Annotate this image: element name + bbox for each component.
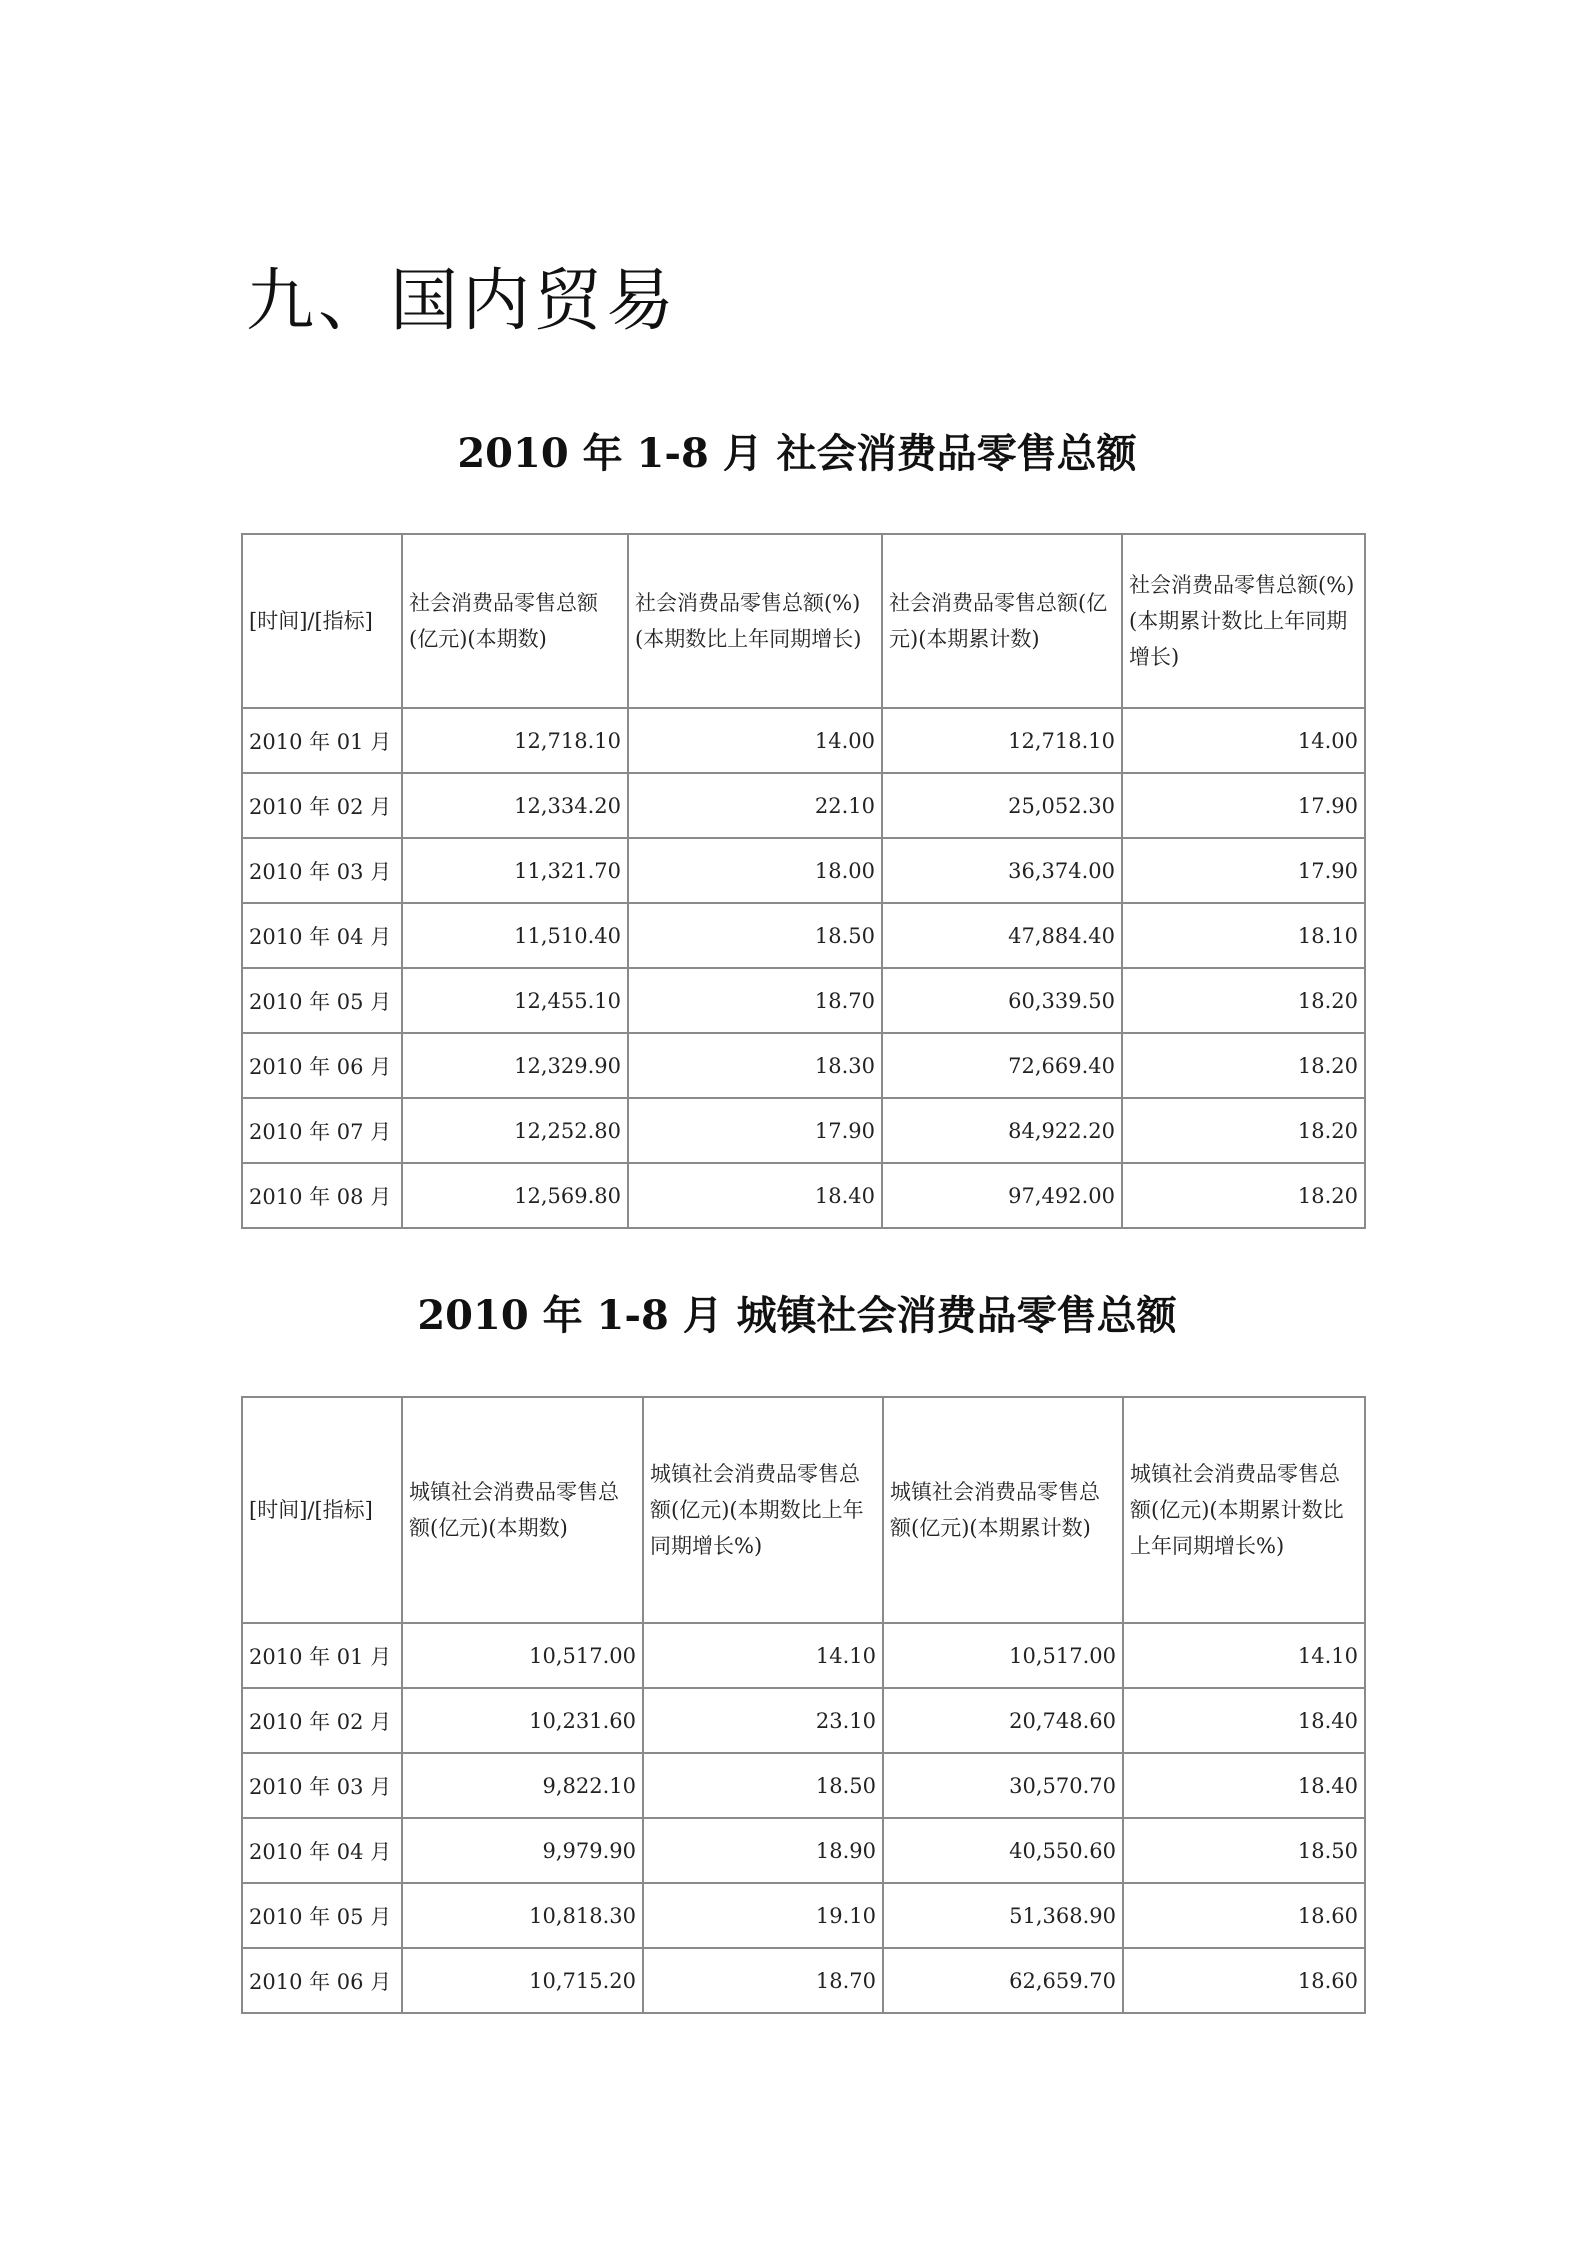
- cell-current: 12,334.20: [402, 773, 628, 838]
- cell-current: 11,510.40: [402, 903, 628, 968]
- cell-cumulative: 47,884.40: [882, 903, 1122, 968]
- cell-current-growth: 18.40: [628, 1163, 882, 1228]
- cell-period: 2010 年 07 月: [242, 1098, 402, 1163]
- cell-current: 12,455.10: [402, 968, 628, 1033]
- cell-current: 10,818.30: [402, 1883, 643, 1948]
- table-row: [242, 1163, 1365, 1228]
- cell-cumulative: 10,517.00: [883, 1623, 1123, 1688]
- cell-current-growth: 23.10: [643, 1688, 883, 1753]
- header-cell-current-growth: 城镇社会消费品零售总额(亿元)(本期数比上年同期增长%): [643, 1397, 883, 1623]
- cell-cumulative-growth: 17.90: [1122, 838, 1365, 903]
- cell-cumulative-growth: 18.60: [1123, 1883, 1365, 1948]
- cell-period: 2010 年 06 月: [242, 1033, 402, 1098]
- header-cell-current-growth: 社会消费品零售总额(%)(本期数比上年同期增长): [628, 534, 882, 708]
- header-cell-cumulative-growth: 城镇社会消费品零售总额(亿元)(本期累计数比上年同期增长%): [1123, 1397, 1365, 1623]
- cell-current-growth: 14.10: [643, 1623, 883, 1688]
- table-row: [242, 1098, 1365, 1163]
- cell-cumulative-growth: 18.60: [1123, 1948, 1365, 2013]
- header-cell-current: 社会消费品零售总额(亿元)(本期数): [402, 534, 628, 708]
- cell-current: 10,517.00: [402, 1623, 643, 1688]
- cell-current: 11,321.70: [402, 838, 628, 903]
- table1-title: 2010 年 1-8 月 社会消费品零售总额: [457, 430, 1137, 477]
- cell-current-growth: 18.00: [628, 838, 882, 903]
- cell-period: 2010 年 03 月: [242, 1753, 402, 1818]
- cell-cumulative-growth: 18.20: [1122, 1098, 1365, 1163]
- table-row: [242, 903, 1365, 968]
- cell-current-growth: 18.90: [643, 1818, 883, 1883]
- header-cell-cumulative: 城镇社会消费品零售总额(亿元)(本期累计数): [883, 1397, 1123, 1623]
- cell-cumulative-growth: 18.40: [1123, 1753, 1365, 1818]
- cell-current-growth: 18.30: [628, 1033, 882, 1098]
- cell-current-growth: 19.10: [643, 1883, 883, 1948]
- cell-current: 12,329.90: [402, 1033, 628, 1098]
- cell-period: 2010 年 04 月: [242, 1818, 402, 1883]
- header-cell-cumulative: 社会消费品零售总额(亿元)(本期累计数): [882, 534, 1122, 708]
- cell-current: 10,715.20: [402, 1948, 643, 2013]
- table-row: [242, 708, 1365, 773]
- cell-period: 2010 年 05 月: [242, 1883, 402, 1948]
- cell-current: 9,979.90: [402, 1818, 643, 1883]
- cell-period: 2010 年 04 月: [242, 903, 402, 968]
- cell-current: 12,252.80: [402, 1098, 628, 1163]
- urban-retail-sales-table: [241, 1396, 1366, 2014]
- cell-cumulative: 51,368.90: [883, 1883, 1123, 1948]
- cell-cumulative: 36,374.00: [882, 838, 1122, 903]
- table-row: [242, 968, 1365, 1033]
- cell-cumulative: 72,669.40: [882, 1033, 1122, 1098]
- cell-period: 2010 年 03 月: [242, 838, 402, 903]
- table-row: [242, 1753, 1365, 1818]
- cell-current-growth: 18.50: [643, 1753, 883, 1818]
- cell-cumulative: 25,052.30: [882, 773, 1122, 838]
- cell-current-growth: 22.10: [628, 773, 882, 838]
- table-header-row: [242, 1397, 1365, 1623]
- table2-title: 2010 年 1-8 月 城镇社会消费品零售总额: [417, 1292, 1177, 1339]
- cell-period: 2010 年 01 月: [242, 1623, 402, 1688]
- cell-cumulative-growth: 14.10: [1123, 1623, 1365, 1688]
- cell-cumulative: 60,339.50: [882, 968, 1122, 1033]
- table-row: [242, 1948, 1365, 2013]
- cell-cumulative: 97,492.00: [882, 1163, 1122, 1228]
- cell-cumulative: 40,550.60: [883, 1818, 1123, 1883]
- cell-current: 12,718.10: [402, 708, 628, 773]
- cell-cumulative: 84,922.20: [882, 1098, 1122, 1163]
- table-row: [242, 1818, 1365, 1883]
- section-title: 九、国内贸易: [246, 262, 679, 341]
- cell-current: 12,569.80: [402, 1163, 628, 1228]
- cell-cumulative-growth: 18.40: [1123, 1688, 1365, 1753]
- cell-cumulative-growth: 18.50: [1123, 1818, 1365, 1883]
- cell-current-growth: 18.70: [643, 1948, 883, 2013]
- header-cell-current: 城镇社会消费品零售总额(亿元)(本期数): [402, 1397, 643, 1623]
- cell-cumulative-growth: 17.90: [1122, 773, 1365, 838]
- cell-cumulative-growth: 18.20: [1122, 1033, 1365, 1098]
- table-row: [242, 1033, 1365, 1098]
- table-row: [242, 838, 1365, 903]
- cell-cumulative: 30,570.70: [883, 1753, 1123, 1818]
- cell-current-growth: 18.50: [628, 903, 882, 968]
- cell-current: 10,231.60: [402, 1688, 643, 1753]
- cell-cumulative: 20,748.60: [883, 1688, 1123, 1753]
- table-header-row: [242, 534, 1365, 708]
- cell-cumulative-growth: 18.10: [1122, 903, 1365, 968]
- cell-current: 9,822.10: [402, 1753, 643, 1818]
- retail-sales-table: [241, 533, 1366, 1229]
- cell-period: 2010 年 02 月: [242, 773, 402, 838]
- table-row: [242, 1688, 1365, 1753]
- header-cell-cumulative-growth: 社会消费品零售总额(%)(本期累计数比上年同期增长): [1122, 534, 1365, 708]
- cell-cumulative: 62,659.70: [883, 1948, 1123, 2013]
- cell-cumulative-growth: 14.00: [1122, 708, 1365, 773]
- table-row: [242, 1623, 1365, 1688]
- cell-period: 2010 年 06 月: [242, 1948, 402, 2013]
- cell-cumulative: 12,718.10: [882, 708, 1122, 773]
- cell-period: 2010 年 01 月: [242, 708, 402, 773]
- header-cell-period: [时间]/[指标]: [242, 1397, 402, 1623]
- cell-current-growth: 14.00: [628, 708, 882, 773]
- cell-period: 2010 年 05 月: [242, 968, 402, 1033]
- cell-cumulative-growth: 18.20: [1122, 1163, 1365, 1228]
- table-row: [242, 773, 1365, 838]
- cell-cumulative-growth: 18.20: [1122, 968, 1365, 1033]
- cell-current-growth: 18.70: [628, 968, 882, 1033]
- table-row: [242, 1883, 1365, 1948]
- cell-period: 2010 年 02 月: [242, 1688, 402, 1753]
- header-cell-period: [时间]/[指标]: [242, 534, 402, 708]
- cell-period: 2010 年 08 月: [242, 1163, 402, 1228]
- cell-current-growth: 17.90: [628, 1098, 882, 1163]
